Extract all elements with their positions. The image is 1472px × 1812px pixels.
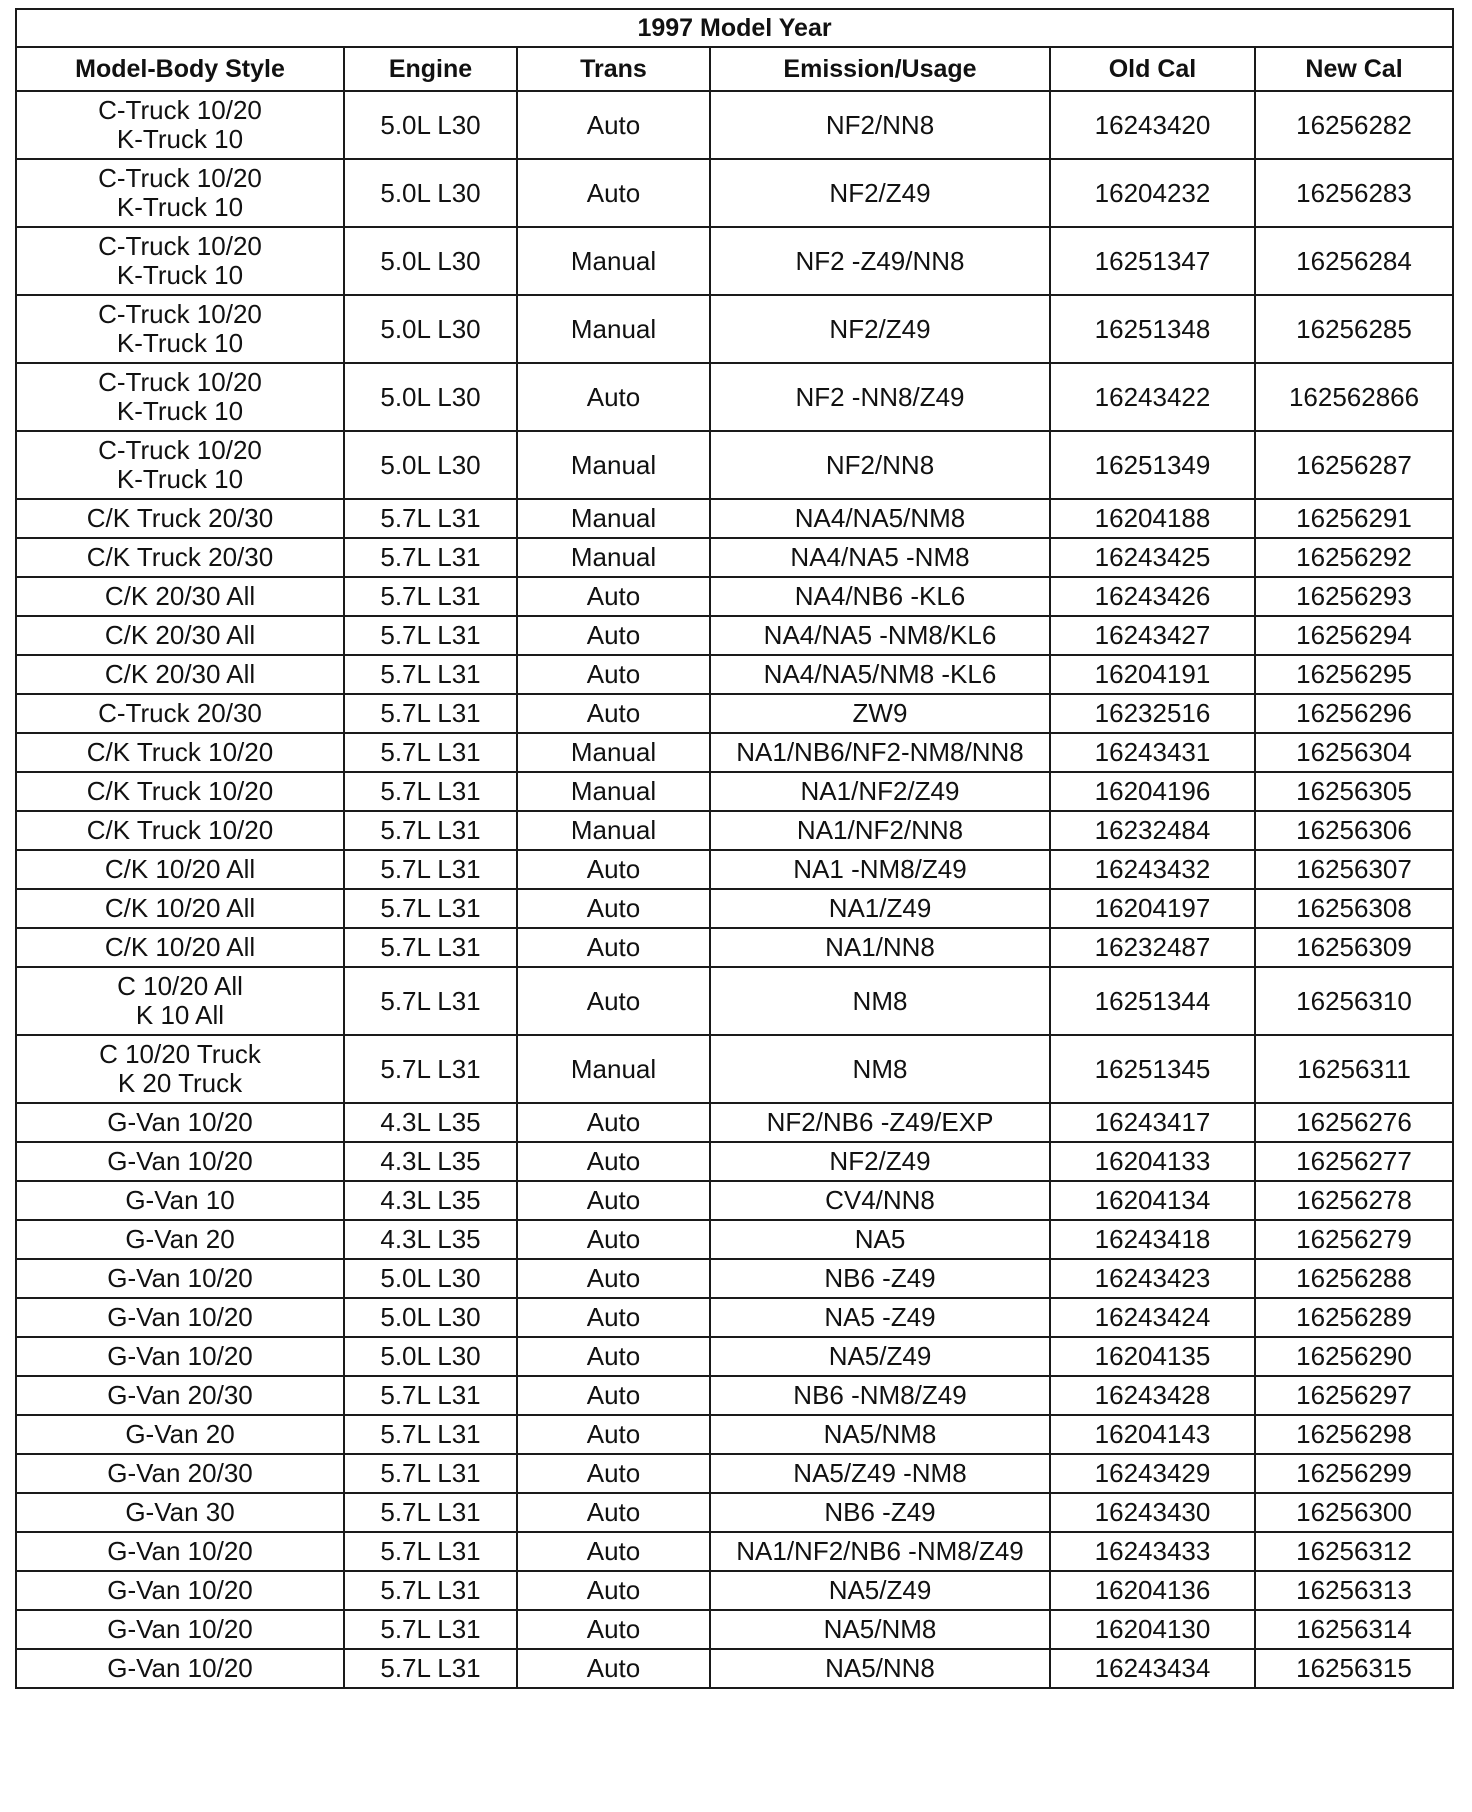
table-row: [16, 772, 1453, 811]
model-line: K-Truck 10: [116, 396, 244, 426]
cell-engine: 5.0L L30: [344, 363, 517, 431]
table-row: [16, 1649, 1453, 1688]
table-row: [16, 655, 1453, 694]
cell-old-cal: 16243417: [1050, 1103, 1255, 1142]
cell-engine: 5.0L L30: [344, 91, 517, 159]
cell-emission-usage: NA1/Z49: [710, 889, 1050, 928]
cell-engine: 4.3L L35: [344, 1142, 517, 1181]
model-line: C/K 20/30 All: [104, 581, 256, 611]
cell-emission-usage: NA5/Z49: [710, 1337, 1050, 1376]
cell-new-cal: 16256311: [1255, 1035, 1453, 1103]
cell-trans: Auto: [517, 1493, 710, 1532]
cell-old-cal: 16243423: [1050, 1259, 1255, 1298]
cell-emission-usage: NA1/NF2/NN8: [710, 811, 1050, 850]
cell-engine: 5.7L L31: [344, 1649, 517, 1688]
cell-model-body-style: [16, 1181, 344, 1220]
cell-emission-usage: NA1 -NM8/Z49: [710, 850, 1050, 889]
column-header-model: Model-Body Style: [16, 47, 344, 91]
cell-model-body-style: [16, 499, 344, 538]
table-row: [16, 1610, 1453, 1649]
cell-new-cal: 16256276: [1255, 1103, 1453, 1142]
table-row: [16, 1103, 1453, 1142]
table-row: [16, 928, 1453, 967]
cell-engine: 5.7L L31: [344, 967, 517, 1035]
cell-new-cal: 16256310: [1255, 967, 1453, 1035]
cell-model-body-style: [16, 577, 344, 616]
cell-old-cal: 16204196: [1050, 772, 1255, 811]
cell-engine: 5.0L L30: [344, 1259, 517, 1298]
cell-engine: 5.7L L31: [344, 772, 517, 811]
model-line: C-Truck 10/20: [98, 299, 262, 329]
calibration-table: [15, 8, 1454, 1689]
cell-new-cal: 16256297: [1255, 1376, 1453, 1415]
cell-old-cal: 16232484: [1050, 811, 1255, 850]
table-row: [16, 295, 1453, 363]
model-line: C-Truck 10/20: [98, 231, 262, 261]
cell-new-cal: 16256288: [1255, 1259, 1453, 1298]
cell-trans: Auto: [517, 91, 710, 159]
table-row: [16, 1181, 1453, 1220]
cell-engine: 5.7L L31: [344, 1493, 517, 1532]
cell-old-cal: 16204188: [1050, 499, 1255, 538]
cell-trans: Manual: [517, 733, 710, 772]
cell-emission-usage: NA1/NN8: [710, 928, 1050, 967]
header-row: [16, 47, 1453, 91]
cell-new-cal: 16256295: [1255, 655, 1453, 694]
cell-old-cal: 16251345: [1050, 1035, 1255, 1103]
cell-emission-usage: NA5/NN8: [710, 1649, 1050, 1688]
cell-engine: 5.7L L31: [344, 577, 517, 616]
table-title: 1997 Model Year: [16, 9, 1453, 47]
cell-old-cal: 16243425: [1050, 538, 1255, 577]
model-line: G-Van 10/20: [107, 1146, 253, 1176]
table-row: [16, 363, 1453, 431]
cell-engine: 5.7L L31: [344, 1454, 517, 1493]
cell-trans: Auto: [517, 694, 710, 733]
cell-model-body-style: [16, 1220, 344, 1259]
cell-trans: Auto: [517, 1610, 710, 1649]
table-row: [16, 1337, 1453, 1376]
table-row: [16, 811, 1453, 850]
cell-old-cal: 16232516: [1050, 694, 1255, 733]
cell-emission-usage: NA1/NF2/NB6 -NM8/Z49: [710, 1532, 1050, 1571]
cell-emission-usage: NA4/NB6 -KL6: [710, 577, 1050, 616]
cell-new-cal: 16256283: [1255, 159, 1453, 227]
cell-trans: Manual: [517, 772, 710, 811]
model-line: C/K 10/20 All: [104, 932, 256, 962]
cell-emission-usage: NA5/Z49 -NM8: [710, 1454, 1050, 1493]
cell-new-cal: 16256304: [1255, 733, 1453, 772]
table-row: [16, 227, 1453, 295]
cell-model-body-style: [16, 1532, 344, 1571]
cell-emission-usage: NF2 -NN8/Z49: [710, 363, 1050, 431]
model-line: G-Van 10/20: [107, 1536, 253, 1566]
cell-old-cal: 16251344: [1050, 967, 1255, 1035]
table-row: [16, 1571, 1453, 1610]
cell-model-body-style: [16, 159, 344, 227]
cell-trans: Manual: [517, 499, 710, 538]
cell-new-cal: 16256299: [1255, 1454, 1453, 1493]
table-row: [16, 1454, 1453, 1493]
cell-emission-usage: NB6 -Z49: [710, 1259, 1050, 1298]
cell-trans: Manual: [517, 431, 710, 499]
table-row: [16, 1298, 1453, 1337]
cell-engine: 5.7L L31: [344, 889, 517, 928]
table-row: [16, 538, 1453, 577]
cell-trans: Manual: [517, 295, 710, 363]
cell-old-cal: 16251347: [1050, 227, 1255, 295]
table-row: [16, 850, 1453, 889]
model-line: G-Van 20: [125, 1419, 235, 1449]
table-row: [16, 616, 1453, 655]
cell-new-cal: 16256300: [1255, 1493, 1453, 1532]
cell-trans: Manual: [517, 538, 710, 577]
cell-engine: 5.7L L31: [344, 694, 517, 733]
cell-old-cal: 16243424: [1050, 1298, 1255, 1337]
cell-old-cal: 16243433: [1050, 1532, 1255, 1571]
cell-model-body-style: [16, 1649, 344, 1688]
cell-trans: Auto: [517, 1532, 710, 1571]
cell-old-cal: 16243429: [1050, 1454, 1255, 1493]
column-header-old-cal: Old Cal: [1050, 47, 1255, 91]
cell-old-cal: 16204232: [1050, 159, 1255, 227]
cell-trans: Manual: [517, 227, 710, 295]
model-line: G-Van 10: [125, 1185, 235, 1215]
cell-emission-usage: NA5/NM8: [710, 1610, 1050, 1649]
table-row: [16, 1532, 1453, 1571]
cell-engine: 5.0L L30: [344, 1298, 517, 1337]
cell-new-cal: 16256289: [1255, 1298, 1453, 1337]
cell-old-cal: 16251348: [1050, 295, 1255, 363]
cell-model-body-style: [16, 889, 344, 928]
cell-engine: 5.0L L30: [344, 431, 517, 499]
cell-engine: 5.7L L31: [344, 538, 517, 577]
cell-new-cal: 16256306: [1255, 811, 1453, 850]
cell-engine: 5.7L L31: [344, 733, 517, 772]
cell-old-cal: 16243418: [1050, 1220, 1255, 1259]
cell-trans: Manual: [517, 811, 710, 850]
cell-model-body-style: [16, 431, 344, 499]
cell-engine: 4.3L L35: [344, 1220, 517, 1259]
cell-new-cal: 16256296: [1255, 694, 1453, 733]
model-line: K-Truck 10: [116, 260, 244, 290]
cell-emission-usage: NA5/Z49: [710, 1571, 1050, 1610]
cell-new-cal: 16256309: [1255, 928, 1453, 967]
model-line: C/K Truck 10/20: [86, 737, 274, 767]
cell-emission-usage: NM8: [710, 967, 1050, 1035]
cell-trans: Auto: [517, 363, 710, 431]
cell-new-cal: 16256284: [1255, 227, 1453, 295]
table-row: [16, 577, 1453, 616]
cell-old-cal: 16251349: [1050, 431, 1255, 499]
cell-old-cal: 16243434: [1050, 1649, 1255, 1688]
cell-engine: 5.7L L31: [344, 499, 517, 538]
cell-model-body-style: [16, 850, 344, 889]
cell-model-body-style: [16, 772, 344, 811]
cell-trans: Auto: [517, 1220, 710, 1259]
cell-model-body-style: [16, 1337, 344, 1376]
cell-new-cal: 16256279: [1255, 1220, 1453, 1259]
cell-new-cal: 16256290: [1255, 1337, 1453, 1376]
model-line: C/K Truck 20/30: [86, 503, 274, 533]
cell-emission-usage: NF2/Z49: [710, 159, 1050, 227]
column-header-new-cal: New Cal: [1255, 47, 1453, 91]
cell-emission-usage: NB6 -Z49: [710, 1493, 1050, 1532]
cell-model-body-style: [16, 967, 344, 1035]
cell-emission-usage: NA1/NF2/Z49: [710, 772, 1050, 811]
model-line: C 10/20 All: [117, 971, 243, 1001]
cell-model-body-style: [16, 1259, 344, 1298]
cell-new-cal: 16256305: [1255, 772, 1453, 811]
cell-emission-usage: NA4/NA5 -NM8/KL6: [710, 616, 1050, 655]
cell-model-body-style: [16, 1035, 344, 1103]
cell-trans: Auto: [517, 1259, 710, 1298]
cell-engine: 5.7L L31: [344, 850, 517, 889]
cell-model-body-style: [16, 811, 344, 850]
table-row: [16, 159, 1453, 227]
cell-new-cal: 16256315: [1255, 1649, 1453, 1688]
model-line: C/K 20/30 All: [104, 620, 256, 650]
cell-model-body-style: [16, 655, 344, 694]
cell-new-cal: 16256294: [1255, 616, 1453, 655]
cell-model-body-style: [16, 1103, 344, 1142]
model-line: C/K 10/20 All: [104, 854, 256, 884]
cell-engine: 5.0L L30: [344, 1337, 517, 1376]
cell-engine: 5.0L L30: [344, 295, 517, 363]
cell-emission-usage: NF2 -Z49/NN8: [710, 227, 1050, 295]
cell-model-body-style: [16, 1142, 344, 1181]
cell-new-cal: 16256282: [1255, 91, 1453, 159]
table-row: [16, 1376, 1453, 1415]
cell-emission-usage: NF2/NB6 -Z49/EXP: [710, 1103, 1050, 1142]
cell-emission-usage: NA1/NB6/NF2-NM8/NN8: [710, 733, 1050, 772]
model-line: K 10 All: [135, 1000, 225, 1030]
cell-new-cal: 16256308: [1255, 889, 1453, 928]
cell-old-cal: 16204130: [1050, 1610, 1255, 1649]
cell-new-cal: 16256314: [1255, 1610, 1453, 1649]
table-row: [16, 694, 1453, 733]
cell-new-cal: 16256291: [1255, 499, 1453, 538]
model-line: K-Truck 10: [116, 328, 244, 358]
table-row: [16, 91, 1453, 159]
model-line: G-Van 30: [125, 1497, 235, 1527]
cell-trans: Auto: [517, 1181, 710, 1220]
cell-old-cal: 16204143: [1050, 1415, 1255, 1454]
cell-engine: 5.7L L31: [344, 1571, 517, 1610]
cell-trans: Auto: [517, 1337, 710, 1376]
cell-trans: Auto: [517, 1298, 710, 1337]
cell-emission-usage: NA4/NA5 -NM8: [710, 538, 1050, 577]
model-line: G-Van 10/20: [107, 1341, 253, 1371]
model-line: C/K 10/20 All: [104, 893, 256, 923]
cell-emission-usage: ZW9: [710, 694, 1050, 733]
cell-old-cal: 16204136: [1050, 1571, 1255, 1610]
cell-model-body-style: [16, 295, 344, 363]
model-line: G-Van 10/20: [107, 1575, 253, 1605]
cell-new-cal: 16256307: [1255, 850, 1453, 889]
model-line: C/K Truck 10/20: [86, 776, 274, 806]
cell-emission-usage: NF2/NN8: [710, 431, 1050, 499]
cell-trans: Auto: [517, 1571, 710, 1610]
table-row: [16, 1142, 1453, 1181]
cell-new-cal: 16256312: [1255, 1532, 1453, 1571]
cell-model-body-style: [16, 1298, 344, 1337]
cell-new-cal: 16256278: [1255, 1181, 1453, 1220]
cell-engine: 5.7L L31: [344, 1532, 517, 1571]
cell-new-cal: 16256277: [1255, 1142, 1453, 1181]
cell-trans: Auto: [517, 1454, 710, 1493]
table-body: [16, 91, 1453, 1688]
model-line: G-Van 10/20: [107, 1614, 253, 1644]
cell-trans: Auto: [517, 577, 710, 616]
column-header-trans: Trans: [517, 47, 710, 91]
cell-old-cal: 16243420: [1050, 91, 1255, 159]
cell-old-cal: 16243428: [1050, 1376, 1255, 1415]
cell-new-cal: 16256287: [1255, 431, 1453, 499]
table-row: [16, 889, 1453, 928]
cell-model-body-style: [16, 1571, 344, 1610]
cell-emission-usage: NM8: [710, 1035, 1050, 1103]
model-line: G-Van 20/30: [107, 1458, 253, 1488]
column-header-engine: Engine: [344, 47, 517, 91]
model-line: C-Truck 10/20: [98, 367, 262, 397]
cell-engine: 5.7L L31: [344, 1376, 517, 1415]
cell-model-body-style: [16, 1454, 344, 1493]
cell-new-cal: 16256293: [1255, 577, 1453, 616]
model-line: C-Truck 10/20: [98, 435, 262, 465]
cell-trans: Auto: [517, 1415, 710, 1454]
table-row: [16, 733, 1453, 772]
cell-old-cal: 16232487: [1050, 928, 1255, 967]
table-row: [16, 1415, 1453, 1454]
cell-old-cal: 16243427: [1050, 616, 1255, 655]
cell-trans: Auto: [517, 967, 710, 1035]
cell-old-cal: 16243430: [1050, 1493, 1255, 1532]
cell-model-body-style: [16, 227, 344, 295]
model-line: G-Van 10/20: [107, 1107, 253, 1137]
model-line: K-Truck 10: [116, 464, 244, 494]
cell-engine: 5.7L L31: [344, 1035, 517, 1103]
cell-model-body-style: [16, 91, 344, 159]
cell-new-cal: 16256298: [1255, 1415, 1453, 1454]
cell-old-cal: 16204197: [1050, 889, 1255, 928]
cell-engine: 5.0L L30: [344, 159, 517, 227]
cell-trans: Auto: [517, 159, 710, 227]
model-line: G-Van 20: [125, 1224, 235, 1254]
cell-trans: Auto: [517, 1649, 710, 1688]
table-row: [16, 1220, 1453, 1259]
cell-new-cal: 16256285: [1255, 295, 1453, 363]
cell-new-cal: 16256292: [1255, 538, 1453, 577]
cell-emission-usage: NF2/NN8: [710, 91, 1050, 159]
model-line: C/K 20/30 All: [104, 659, 256, 689]
model-line: G-Van 20/30: [107, 1380, 253, 1410]
model-line: C 10/20 Truck: [99, 1039, 261, 1069]
model-line: C/K Truck 10/20: [86, 815, 274, 845]
cell-trans: Auto: [517, 889, 710, 928]
cell-old-cal: 16204191: [1050, 655, 1255, 694]
cell-trans: Auto: [517, 1376, 710, 1415]
cell-engine: 4.3L L35: [344, 1103, 517, 1142]
cell-old-cal: 16204133: [1050, 1142, 1255, 1181]
table-row: [16, 499, 1453, 538]
cell-old-cal: 16204135: [1050, 1337, 1255, 1376]
cell-trans: Auto: [517, 616, 710, 655]
cell-model-body-style: [16, 694, 344, 733]
cell-new-cal: 162562866: [1255, 363, 1453, 431]
cell-model-body-style: [16, 1610, 344, 1649]
table-row: [16, 1493, 1453, 1532]
cell-emission-usage: CV4/NN8: [710, 1181, 1050, 1220]
model-line: K 20 Truck: [117, 1068, 243, 1098]
title-row: [16, 9, 1453, 47]
cell-old-cal: 16204134: [1050, 1181, 1255, 1220]
cell-emission-usage: NA5 -Z49: [710, 1298, 1050, 1337]
model-line: K-Truck 10: [116, 124, 244, 154]
table-row: [16, 431, 1453, 499]
cell-engine: 5.7L L31: [344, 928, 517, 967]
model-line: G-Van 10/20: [107, 1302, 253, 1332]
cell-emission-usage: NB6 -NM8/Z49: [710, 1376, 1050, 1415]
cell-engine: 4.3L L35: [344, 1181, 517, 1220]
model-line: C/K Truck 20/30: [86, 542, 274, 572]
model-line: C-Truck 10/20: [98, 163, 262, 193]
model-line: K-Truck 10: [116, 192, 244, 222]
model-line: C-Truck 20/30: [98, 698, 262, 728]
cell-model-body-style: [16, 928, 344, 967]
cell-model-body-style: [16, 1415, 344, 1454]
cell-model-body-style: [16, 1493, 344, 1532]
table-row: [16, 1035, 1453, 1103]
cell-engine: 5.7L L31: [344, 1610, 517, 1649]
cell-engine: 5.7L L31: [344, 811, 517, 850]
cell-emission-usage: NA5: [710, 1220, 1050, 1259]
cell-emission-usage: NA4/NA5/NM8: [710, 499, 1050, 538]
cell-emission-usage: NA4/NA5/NM8 -KL6: [710, 655, 1050, 694]
cell-old-cal: 16243431: [1050, 733, 1255, 772]
cell-engine: 5.7L L31: [344, 655, 517, 694]
table-row: [16, 1259, 1453, 1298]
model-line: C-Truck 10/20: [98, 95, 262, 125]
cell-trans: Auto: [517, 850, 710, 889]
model-line: G-Van 10/20: [107, 1653, 253, 1683]
table-row: [16, 967, 1453, 1035]
cell-trans: Auto: [517, 1103, 710, 1142]
cell-trans: Auto: [517, 928, 710, 967]
cell-engine: 5.7L L31: [344, 616, 517, 655]
cell-emission-usage: NA5/NM8: [710, 1415, 1050, 1454]
cell-old-cal: 16243426: [1050, 577, 1255, 616]
cell-trans: Manual: [517, 1035, 710, 1103]
cell-engine: 5.7L L31: [344, 1415, 517, 1454]
cell-trans: Auto: [517, 1142, 710, 1181]
cell-old-cal: 16243422: [1050, 363, 1255, 431]
column-header-emission: Emission/Usage: [710, 47, 1050, 91]
cell-emission-usage: NF2/Z49: [710, 1142, 1050, 1181]
cell-model-body-style: [16, 1376, 344, 1415]
cell-model-body-style: [16, 538, 344, 577]
model-line: G-Van 10/20: [107, 1263, 253, 1293]
cell-engine: 5.0L L30: [344, 227, 517, 295]
cell-model-body-style: [16, 363, 344, 431]
cell-emission-usage: NF2/Z49: [710, 295, 1050, 363]
cell-new-cal: 16256313: [1255, 1571, 1453, 1610]
cell-trans: Auto: [517, 655, 710, 694]
cell-model-body-style: [16, 616, 344, 655]
cell-model-body-style: [16, 733, 344, 772]
cell-old-cal: 16243432: [1050, 850, 1255, 889]
